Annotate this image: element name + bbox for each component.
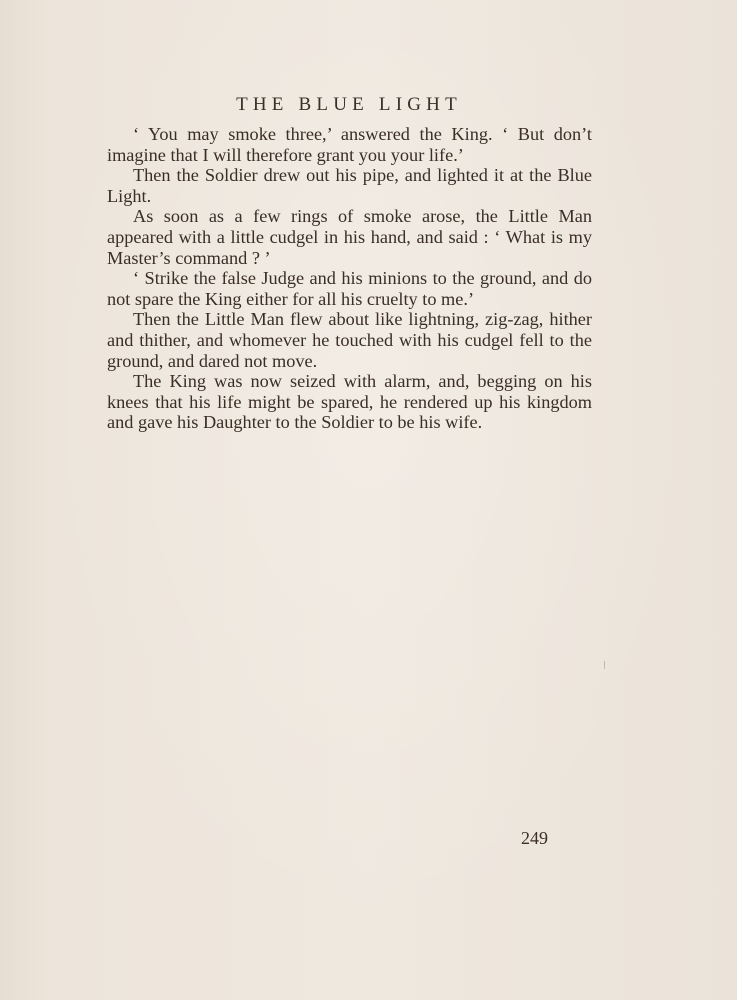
paragraph-5: Then the Little Man flew about like lightning, zig-zag, hither and thither, and whomever he touched with his cudgel fell to the ground, and dared not move. — [107, 309, 592, 371]
paragraph-3: As soon as a few rings of smoke arose, the Little Man appeared with a little cudgel in his hand, and said : ‘ What is my Master’s command ? ’ — [107, 206, 592, 268]
paragraph-2: Then the Soldier drew out his pipe, and lighted it at the Blue Light. — [107, 165, 592, 206]
paper-speck — [604, 661, 605, 669]
body-text — [107, 124, 592, 433]
paragraph-6: The King was now seized with alarm, and, begging on his knees that his life might be spared, he rendered up his kingdom and gave his Daughter to the Soldier to be his wife. — [107, 371, 592, 433]
paragraph-1: ‘ You may smoke three,’ answered the King. ‘ But don’t imagine that I will therefore grant you your life.’ — [107, 124, 592, 165]
page-number: 249 — [521, 828, 548, 848]
running-head: THE BLUE LIGHT — [236, 94, 462, 115]
paragraph-4: ‘ Strike the false Judge and his minions to the ground, and do not spare the King either for all his cruelty to me.’ — [107, 268, 592, 309]
